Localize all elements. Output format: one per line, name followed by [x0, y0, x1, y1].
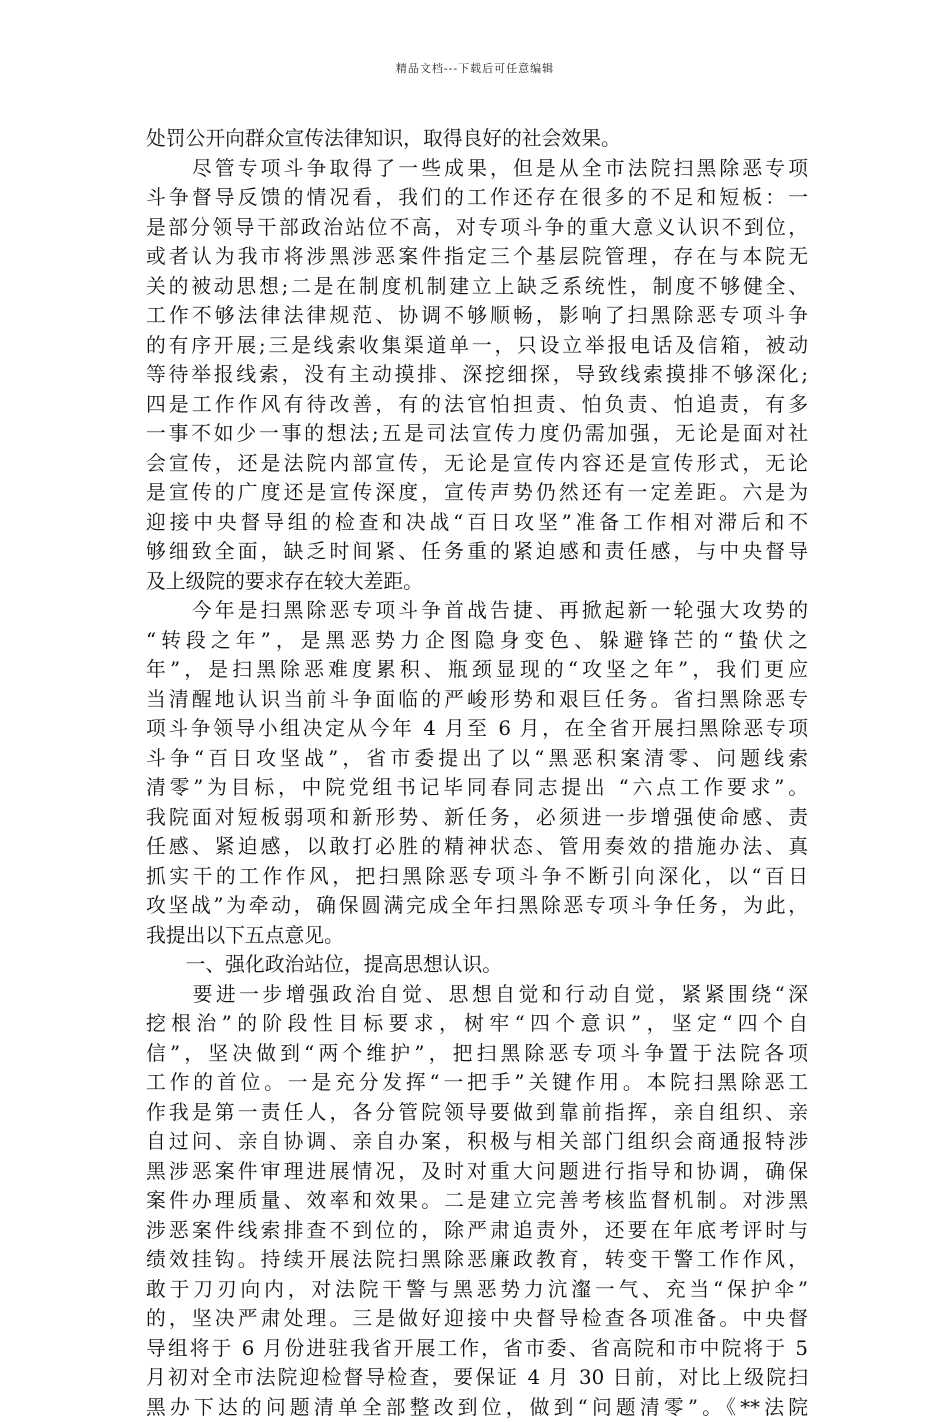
text-line: 是部分领导干部政治站位不高，对专项斗争的重大意义认识不到位，: [146, 213, 808, 243]
text-line: 攻坚战”为牵动，确保圆满完成全年扫黑除恶专项斗争任务，为此，: [146, 891, 808, 921]
text-line: 够细致全面，缺乏时间紧、任务重的紧迫感和责任感，与中央督导: [146, 537, 808, 567]
text-line: 月初对全市法院迎检督导检查，要保证 4 月 30 日前，对比上级院扫: [146, 1363, 808, 1393]
text-line: 的有序开展;三是线索收集渠道单一，只设立举报电话及信箱，被动: [146, 331, 808, 361]
text-line: 我提出以下五点意见。: [146, 921, 808, 951]
document-body: [146, 124, 808, 1422]
text-line: 等待举报线索，没有主动摸排、深挖细探，导致线索摸排不够深化;: [146, 360, 808, 390]
text-line: 任感、紧迫感，以敢打必胜的精神状态、管用奏效的措施办法、真: [146, 832, 808, 862]
text-line: 一事不如少一事的想法;五是司法宣传力度仍需加强，无论是面对社: [146, 419, 808, 449]
page-header: 精品文档---下载后可任意编辑: [0, 60, 950, 76]
text-line: 迎接中央督导组的检查和决战“百日攻坚”准备工作相对滞后和不: [146, 508, 808, 538]
text-line: 会宣传，还是法院内部宣传，无论是宣传内容还是宣传形式，无论: [146, 449, 808, 479]
text-line: 案件办理质量、效率和效果。二是建立完善考核监督机制。对涉黑: [146, 1186, 808, 1216]
text-line: 清零”为目标，中院党组书记毕同春同志提出 “六点工作要求”。: [146, 773, 808, 803]
text-line: 信”，坚决做到“两个维护”，把扫黑除恶专项斗争置于法院各项: [146, 1039, 808, 1069]
text-line: 一、强化政治站位，提高思想认识。: [146, 950, 808, 980]
text-line: “转段之年”，是黑恶势力企图隐身变色、躲避锋芒的“蛰伏之: [146, 626, 808, 656]
text-line: 斗争督导反馈的情况看，我们的工作还存在很多的不足和短板：一: [146, 183, 808, 213]
text-line: 当清醒地认识当前斗争面临的严峻形势和艰巨任务。省扫黑除恶专: [146, 685, 808, 715]
text-line: 关的被动思想;二是在制度机制建立上缺乏系统性，制度不够健全、: [146, 272, 808, 302]
text-line: 或者认为我市将涉黑涉恶案件指定三个基层院管理，存在与本院无: [146, 242, 808, 272]
text-line: 的，坚决严肃处理。三是做好迎接中央督导检查各项准备。中央督: [146, 1304, 808, 1334]
text-line: 黑办下达的问题清单全部整改到位，做到“问题清零”。《**法院: [146, 1393, 808, 1422]
text-line: 自过问、亲自协调、亲自办案，积极与相关部门组织会商通报特涉: [146, 1127, 808, 1157]
text-line: 年”，是扫黑除恶难度累积、瓶颈显现的“攻坚之年”，我们更应: [146, 655, 808, 685]
text-line: 工作的首位。一是充分发挥“一把手”关键作用。本院扫黑除恶工: [146, 1068, 808, 1098]
text-line: 处罚公开向群众宣传法律知识，取得良好的社会效果。: [146, 124, 808, 154]
text-line: 工作不够法律法律规范、协调不够顺畅，影响了扫黑除恶专项斗争: [146, 301, 808, 331]
text-line: 要进一步增强政治自觉、思想自觉和行动自觉，紧紧围绕“深: [146, 980, 808, 1010]
text-line: 四是工作作风有待改善，有的法官怕担责、怕负责、怕追责，有多: [146, 390, 808, 420]
text-line: 我院面对短板弱项和新形势、新任务，必须进一步增强使命感、责: [146, 803, 808, 833]
text-line: 及上级院的要求存在较大差距。: [146, 567, 808, 597]
text-line: 绩效挂钩。持续开展法院扫黑除恶廉政教育，转变干警工作作风，: [146, 1245, 808, 1275]
text-line: 今年是扫黑除恶专项斗争首战告捷、再掀起新一轮强大攻势的: [146, 596, 808, 626]
text-line: 斗争“百日攻坚战”，省市委提出了以“黑恶积案清零、问题线索: [146, 744, 808, 774]
text-line: 敢于刀刃向内，对法院干警与黑恶势力沆瀣一气、充当“保护伞”: [146, 1275, 808, 1305]
text-line: 抓实干的工作作风，把扫黑除恶专项斗争不断引向深化，以“百日: [146, 862, 808, 892]
text-line: 项斗争领导小组决定从今年 4 月至 6 月，在全省开展扫黑除恶专项: [146, 714, 808, 744]
text-line: 作我是第一责任人，各分管院领导要做到靠前指挥，亲自组织、亲: [146, 1098, 808, 1128]
text-line: 导组将于 6 月份进驻我省开展工作，省市委、省高院和市中院将于 5: [146, 1334, 808, 1364]
text-line: 尽管专项斗争取得了一些成果，但是从全市法院扫黑除恶专项: [146, 154, 808, 184]
text-line: 涉恶案件线索排查不到位的，除严肃追责外，还要在年底考评时与: [146, 1216, 808, 1246]
text-line: 挖根治”的阶段性目标要求，树牢“四个意识”，坚定“四个自: [146, 1009, 808, 1039]
text-line: 是宣传的广度还是宣传深度，宣传声势仍然还有一定差距。六是为: [146, 478, 808, 508]
text-line: 黑涉恶案件审理进展情况，及时对重大问题进行指导和协调，确保: [146, 1157, 808, 1187]
